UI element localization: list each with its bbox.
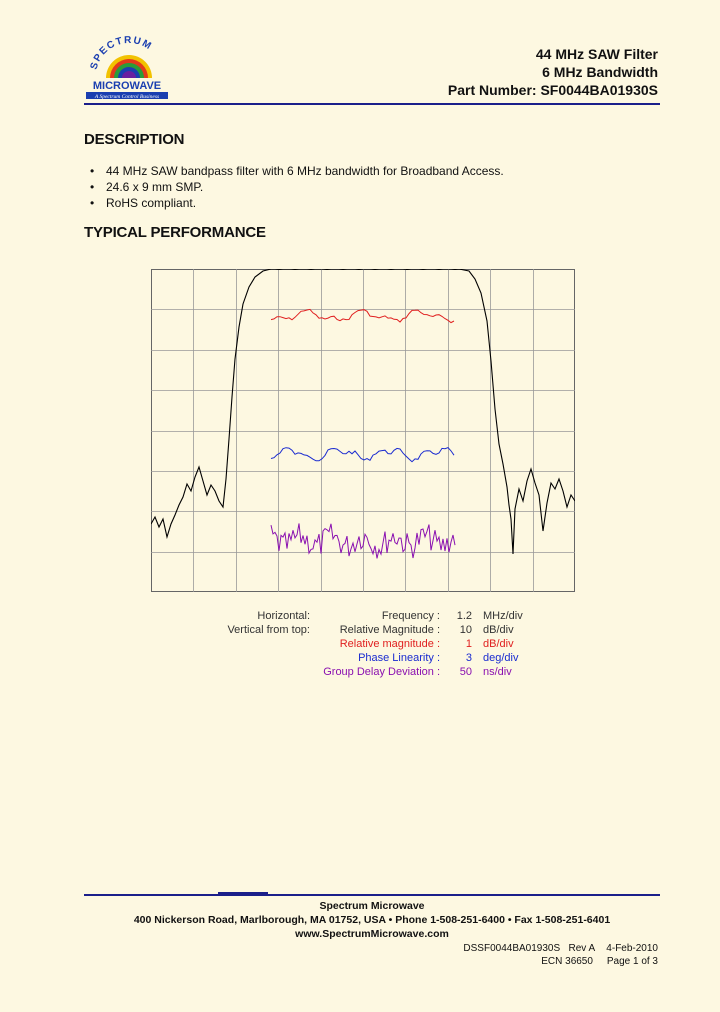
legend-horizontal-label: Horizontal:	[257, 610, 310, 622]
doc-number: DSSF0044BA01930S	[463, 943, 561, 954]
bullet-text: RoHS compliant.	[106, 196, 197, 210]
legend-row-name: Phase Linearity :	[358, 652, 440, 664]
doc-page: Page 1 of 3	[606, 956, 658, 967]
footer-website[interactable]: www.SpectrumMicrowave.com	[295, 928, 449, 940]
legend-row-value: 10	[459, 624, 472, 636]
legend-row-value: 1	[465, 638, 472, 650]
legend-row-value: 50	[459, 666, 472, 678]
performance-chart-svg	[151, 269, 575, 592]
logo-arc-text: SPECTRUM	[88, 36, 154, 71]
product-title: 44 MHz SAW Filter	[535, 46, 658, 62]
bullet-text: 44 MHz SAW bandpass filter with 6 MHz bandwidth for Broadband Access.	[106, 164, 504, 178]
description-list	[90, 163, 504, 211]
legend-names	[300, 609, 440, 679]
part-number: Part Number: SF0044BA01930S	[447, 82, 658, 98]
header-divider	[84, 103, 660, 105]
footer-address: 400 Nickerson Road, Marlborough, MA 01752, USA • Phone 1-508-251-6400 • Fax 1-508-251-6401	[133, 914, 611, 926]
legend-row-unit: deg/div	[483, 652, 519, 664]
list-item	[90, 195, 504, 211]
bullet-icon: •	[90, 164, 95, 178]
list-item	[90, 179, 504, 195]
legend-row-unit: ns/div	[483, 666, 512, 678]
list-item	[90, 163, 504, 179]
series-group-delay-deviation	[271, 523, 455, 558]
performance-chart	[151, 269, 575, 592]
legend-axis-labels	[220, 609, 310, 637]
bullet-text: 24.6 x 9 mm SMP.	[106, 180, 204, 194]
legend-row-unit: dB/div	[483, 638, 514, 650]
footer-company: Spectrum Microwave	[319, 900, 425, 912]
legend-vertical-label: Vertical from top:	[227, 624, 310, 636]
legend-units	[483, 609, 543, 679]
legend-values	[446, 609, 472, 679]
logo-rainbow-icon	[106, 55, 152, 78]
legend-row-unit: dB/div	[483, 624, 514, 636]
bullet-icon: •	[90, 196, 95, 210]
product-bandwidth: 6 MHz Bandwidth	[542, 64, 658, 80]
legend-row-name: Frequency :	[381, 610, 440, 622]
legend-row-name: Relative magnitude :	[339, 638, 440, 650]
series-relative-magnitude	[271, 309, 454, 322]
legend-row-name: Relative Magnitude :	[339, 624, 440, 636]
legend-row-unit: MHz/div	[483, 610, 523, 622]
doc-date: 4-Feb-2010	[606, 943, 658, 954]
logo-main-text: MICROWAVE	[92, 80, 162, 92]
legend-row-name: Group Delay Deviation :	[323, 666, 440, 678]
performance-heading: TYPICAL PERFORMANCE	[84, 224, 266, 241]
legend-row-value: 1.2	[456, 610, 472, 622]
doc-info-line1	[463, 942, 658, 955]
logo-tagline: A Spectrum Control Business	[94, 94, 160, 100]
company-logo	[84, 36, 174, 100]
legend-row-value: 3	[465, 652, 472, 664]
series-phase-linearity	[271, 448, 454, 462]
doc-revision: Rev A	[568, 943, 596, 954]
bullet-icon: •	[90, 180, 95, 194]
doc-info	[463, 942, 658, 968]
doc-info-line2	[463, 955, 658, 968]
footer-divider	[84, 894, 660, 896]
doc-ecn: ECN 36650	[541, 956, 593, 967]
description-heading: DESCRIPTION	[84, 131, 185, 148]
